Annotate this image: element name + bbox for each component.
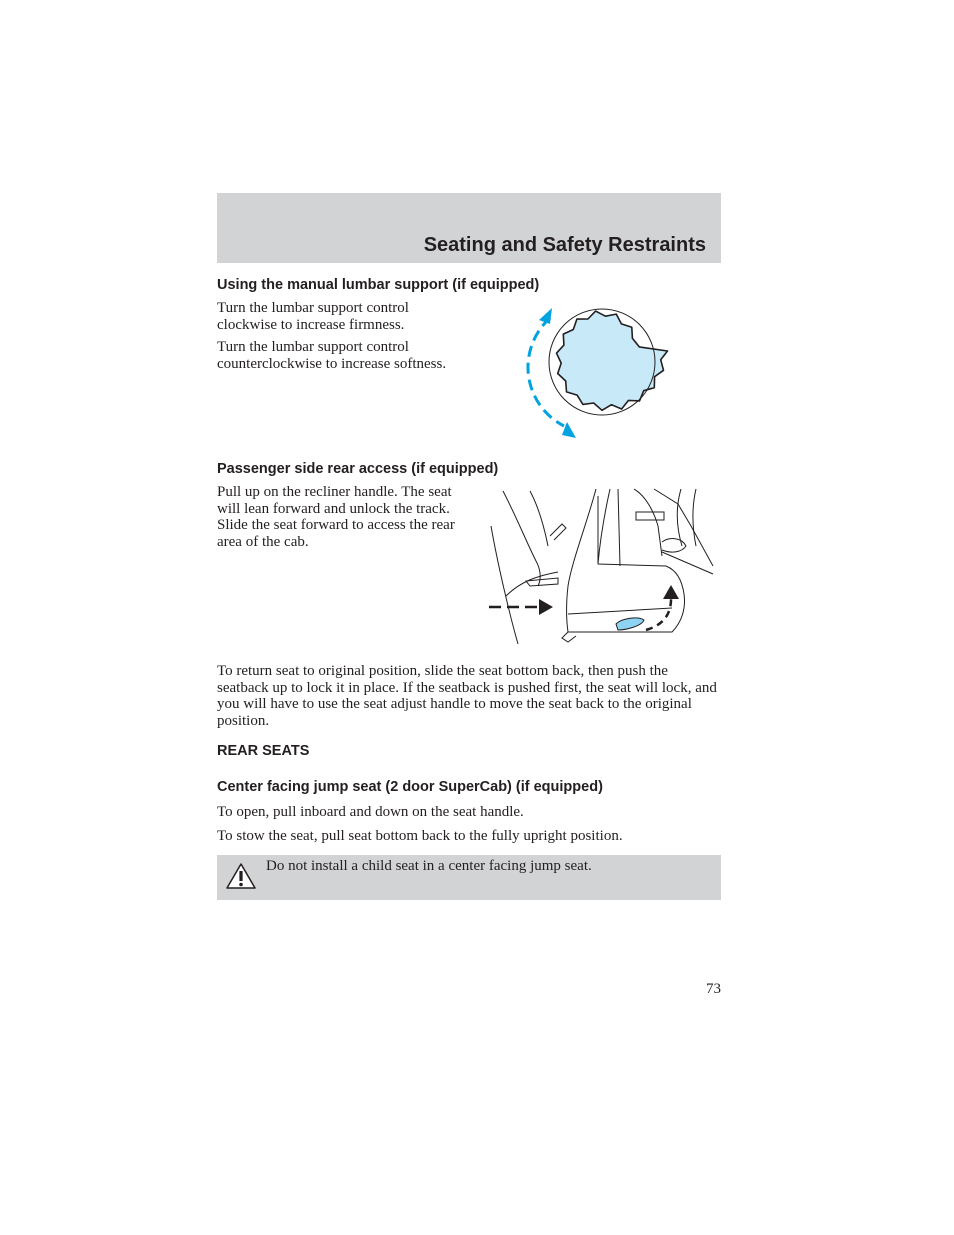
rear-access-heading: Passenger side rear access (if equipped) xyxy=(217,461,499,477)
page-number: 73 xyxy=(706,981,721,997)
lumbar-knob xyxy=(557,311,668,410)
header-band xyxy=(217,193,721,263)
page-title: Seating and Safety Restraints xyxy=(423,234,706,256)
jump-seat-para-2: To stow the seat, pull seat bottom back to the fully upright position. xyxy=(217,828,623,844)
jump-seat-heading: Center facing jump seat (2 door SuperCab) (if equipped) xyxy=(217,779,603,795)
warning-text: Do not install a child seat in a center facing jump seat. xyxy=(266,858,592,874)
jump-seat-para-1: To open, pull inboard and down on the seat handle. xyxy=(217,804,524,820)
rear-seats-heading: REAR SEATS xyxy=(217,743,310,759)
arrow-head-top xyxy=(539,308,552,324)
slide-arrow-head xyxy=(539,599,553,615)
lumbar-para-2: Turn the lumbar support control counterclockwise to increase softness. xyxy=(217,339,447,372)
lumbar-knob-figure xyxy=(510,298,676,444)
rear-access-para-1: Pull up on the recliner handle. The seat will lean forward and unlock the track. Slide the seat forward to access the rear area of the cab. xyxy=(217,484,455,550)
seat-recliner-figure xyxy=(486,486,716,646)
lift-arrow-head xyxy=(663,585,679,599)
lumbar-para-1: Turn the lumbar support control clockwise to increase firmness. xyxy=(217,300,409,333)
warning-box xyxy=(217,855,721,900)
recliner-handle xyxy=(616,618,644,630)
warning-icon xyxy=(225,861,257,891)
rear-access-para-2: To return seat to original position, slide the seat bottom back, then push the seatback up to lock it in place. If the seatback is pushed first, the seat will lock, and you will have to use the seat adjust handle to move the seat back to the original position. xyxy=(217,663,717,729)
lift-arrow-path xyxy=(646,594,671,630)
lumbar-heading: Using the manual lumbar support (if equipped) xyxy=(217,277,540,293)
